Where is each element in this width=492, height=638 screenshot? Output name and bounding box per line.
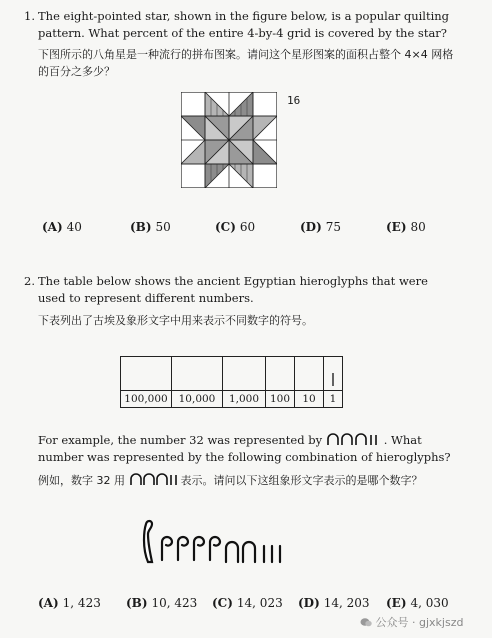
value-cell: 1 [324,391,343,408]
q2-text-en: The table below shows the ancient Egyptian hieroglyphs that were used to represent different numbers. [38,274,428,305]
glyph-cell-one [324,357,343,391]
choice-label: (B) [130,220,152,234]
q1-choice-b[interactable] [130,220,171,234]
choice-label: (D) [300,220,322,234]
q1-text-zh: 下图所示的八角星是一种流行的拼布图案。请问这个星形图案的面积占整个 4×4 网格的百分之多少？ [38,48,454,78]
q2-example-zh [38,472,468,489]
q2-number: 2. [24,274,35,288]
wechat-icon [360,617,372,627]
choice-value: 60 [239,220,256,234]
q1-choice-c[interactable] [215,220,255,234]
choice-label: (A) [42,220,63,234]
choice-value: 75 [325,220,342,234]
example-en-part1: For example, the number 32 was represented by [38,433,323,447]
watermark-text: 公众号 · gjxkjszd [375,616,464,629]
choice-label: (E) [386,220,407,234]
thirty-two-glyphs-icon [326,433,384,446]
choice-value: 10, 423 [151,596,198,610]
choice-value: 40 [66,220,82,234]
stroke-glyph-icon [330,371,336,387]
glyph-cell [266,357,295,391]
q2-choice-b[interactable] [126,596,197,610]
value-cell: 100,000 [121,391,172,408]
choice-value: 80 [410,220,426,234]
hieroglyph-combination-figure [138,518,314,566]
hieroglyph-row [121,357,343,391]
hieroglyph-table [120,356,343,408]
choice-label: (C) [212,596,233,610]
choice-value: 50 [155,220,171,234]
choice-label: (A) [38,596,59,610]
q1-choice-a[interactable] [42,220,82,234]
choice-label: (B) [126,596,148,610]
choice-value: 14, 023 [236,596,283,610]
q2-choice-e[interactable] [386,596,449,610]
q2-choice-d[interactable] [298,596,370,610]
value-cell: 100 [266,391,295,408]
choice-label: (C) [215,220,236,234]
choice-value: 14, 203 [323,596,370,610]
watermark [360,614,488,630]
glyph-cell [121,357,172,391]
q1-choice-d[interactable] [300,220,341,234]
handwritten-note: 16 [287,94,301,107]
thirty-two-glyphs-icon [129,473,181,486]
choice-label: (E) [386,596,407,610]
q2-choice-c[interactable] [212,596,283,610]
q2-choice-a[interactable] [38,596,101,610]
glyph-cell [172,357,223,391]
q2-text-zh: 下表列出了古埃及象形文字中用来表示不同数字的符号。 [38,314,313,327]
q1-text-en: The eight-pointed star, shown in the figure below, is a popular quilting pattern. What percent of the entire 4-by-4 grid is covered by the star? [38,9,450,40]
value-cell: 10,000 [172,391,223,408]
star-quilt-figure [181,92,277,188]
glyph-cell [295,357,324,391]
choice-value: 4, 030 [410,596,449,610]
choice-value: 1, 423 [62,596,101,610]
value-row [121,391,343,408]
choice-label: (D) [298,596,320,610]
example-zh-part1: 例如，数字 32 用 [38,474,125,487]
value-cell: 10 [295,391,324,408]
example-en-part2: . What number was represented by the following combination of hieroglyphs? [38,433,451,464]
glyph-cell [223,357,266,391]
example-zh-part2: 表示。请问以下这组象形文字表示的是哪个数字？ [180,474,423,487]
q1-choice-e[interactable] [386,220,426,234]
q1-number: 1. [24,9,35,23]
q2-example-en [38,432,458,466]
value-cell: 1,000 [223,391,266,408]
